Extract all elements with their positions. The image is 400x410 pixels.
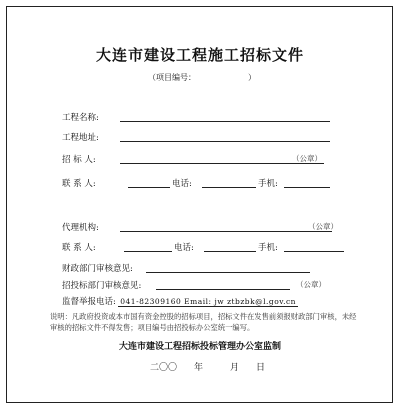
finance-review-field[interactable] <box>146 262 310 273</box>
project-number-label: （项目编号： <box>148 73 196 82</box>
supervision-phone-label: 监督举报电话: <box>62 297 116 307</box>
finance-review-label: 财政部门审核意见: <box>62 264 133 274</box>
supervision-phone-row <box>62 295 298 307</box>
contact-label-1: 联 系 人: <box>62 179 96 189</box>
contact-name-field-1[interactable] <box>128 177 170 188</box>
supervision-phone-value: 041-82309160 Email: jw ztbzbk@l.gov.cn <box>120 297 296 306</box>
date-day-label: 日 <box>256 363 266 373</box>
date-month-label: 月 <box>230 363 240 373</box>
date-year-label: 年 <box>194 363 204 373</box>
project-number-close: ） <box>248 73 256 82</box>
agency-seal-note: （公章） <box>308 222 338 231</box>
date-year-prefix: 二〇〇 <box>150 363 178 373</box>
document-title: 大连市建设工程施工招标文件 <box>95 46 304 64</box>
issuer: 大连市建设工程招标投标管理办公室监制 <box>118 342 281 352</box>
agency-label: 代理机构: <box>62 223 99 233</box>
bid-office-review-field[interactable] <box>156 279 290 290</box>
project-name-field[interactable] <box>120 111 330 122</box>
mobile-label-2: 手机: <box>258 243 278 253</box>
project-location-field[interactable] <box>120 131 330 142</box>
bid-office-review-label: 招投标部门审核意见: <box>62 281 142 291</box>
project-location-label: 工程地址: <box>62 133 99 143</box>
phone-field-1[interactable] <box>202 177 256 188</box>
contact-label-2: 联 系 人: <box>62 243 96 253</box>
mobile-field-1[interactable] <box>284 177 330 188</box>
bid-office-seal-note: （公章） <box>296 280 326 289</box>
tenderer-seal-note: （公章） <box>292 154 322 163</box>
agency-field[interactable] <box>120 221 332 232</box>
project-number-line <box>148 72 256 83</box>
mobile-label-1: 手机: <box>258 179 278 189</box>
tenderer-label: 招 标 人: <box>62 155 96 165</box>
phone-field-2[interactable] <box>204 241 256 252</box>
remark-text: 说明：凡政府投资或本市国有资金控股的招标项目，招标文件在发售前须报财政部门审核，未经审核的招标文件不得发售；项目编号由招投标办公室统一编写。 <box>50 312 357 332</box>
mobile-field-2[interactable] <box>284 241 344 252</box>
project-name-label: 工程名称: <box>62 113 99 123</box>
phone-label-2: 电话: <box>174 243 194 253</box>
contact-name-field-2[interactable] <box>124 241 172 252</box>
phone-label-1: 电话: <box>172 179 192 189</box>
